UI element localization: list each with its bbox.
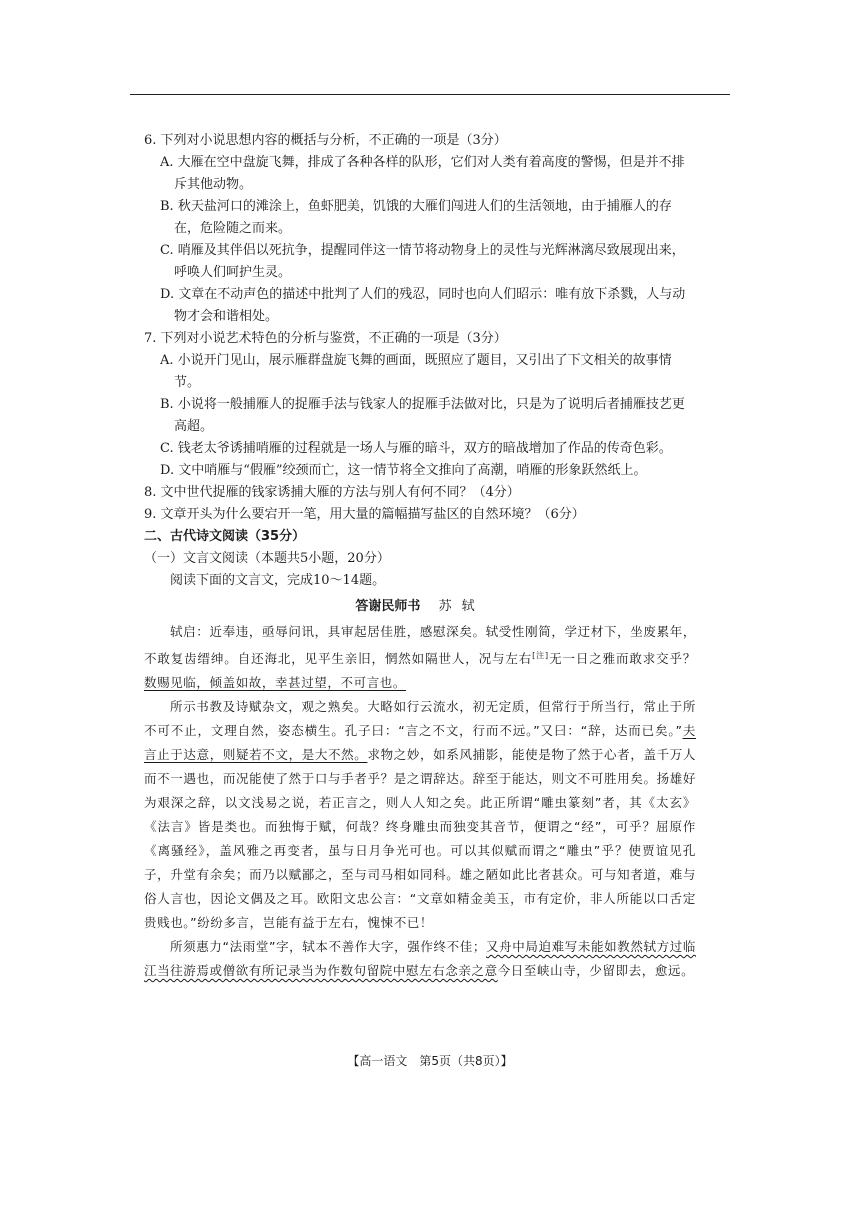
reading-instruction: 阅读下面的文言文，完成10～14题。 bbox=[170, 573, 386, 588]
para3-text: 所须惠力“法雨堂”字，轼本不善作大字，强作终不佳； bbox=[170, 939, 487, 955]
article-author: 苏轼 bbox=[438, 599, 485, 614]
question-7-stem: 7. 下列对小说艺术特色的分析与鉴赏，不正确的一项是（3分） bbox=[144, 331, 507, 346]
article-title: 答谢民师书 bbox=[355, 599, 421, 614]
underlined-sentence-2: 夫言止于达意，则疑若不文，是大不然。 bbox=[144, 723, 696, 763]
header-rule bbox=[130, 94, 730, 95]
passage-paragraph-3 bbox=[144, 935, 696, 983]
para2-text-2: 求物之妙，如系风捕影，能使是物了然于心者，盖千万人而不一遇也，而况能使了然于口与手者乎？是之谓辞达。辞至于能达，则文不可胜用矣。扬雄好为艰深之辞，以文浅易之说，若正言之，则人人知之矣。此正所谓“雕虫篆刻”者，其《太玄》《法言》皆是类也。而独悔于赋，何哉？终身雕虫而独变其音节，便谓之“经”，可乎？屈原作《离骚经》，盖风雅之再变者，虽与日月争光可也。可以其似赋而谓之“雕虫”乎？使贾谊见孔子，升堂有余矣；而乃以赋鄙之，至与司马相如同科。雄之陋如此比者甚众。可与知者道，难与俗人言也，因论文偶及之耳。欧阳文忠公言：“文章如精金美玉，市有定价，非人所能以口舌定贵贱也。”纷纷多言，岂能有益于左右，愧悚不已！ bbox=[144, 747, 696, 931]
question-6-option-c: C. 哨雁及其伴侣以死抗争，提醒同伴这一情节将动物身上的灵性与光辉淋漓尽致展现出来，呼唤人们呵护生灵。 bbox=[160, 243, 685, 280]
para1-text: 轼启：近奉违，亟辱问讯，具审起居佳胜，感慰深矣。轼受性刚简，学迂材下，坐废累年，不敢复齿缙绅。自还海北，见平生亲旧，惘然如隔世人，况与左右 bbox=[144, 624, 696, 667]
question-6-option-d: D. 文章在不动声色的描述中批判了人们的残忍，同时也向人们昭示：唯有放下杀戮，人与动物才会和谐相处。 bbox=[160, 287, 686, 324]
question-6-stem: 6. 下列对小说思想内容的概括与分析，不正确的一项是（3分） bbox=[144, 133, 507, 148]
para1-text-2: 无一日之雅而敢求交乎？ bbox=[548, 651, 697, 667]
page-footer: 【高一语文 第5页（共8页）】 bbox=[347, 1054, 513, 1068]
wavy-underlined-sentence: 又舟中局迫难写未能如教然轼方过临江当往游焉或僧欲有所记录当为作数句留院中慰左右念亲之意 bbox=[144, 939, 696, 979]
page-content bbox=[144, 130, 696, 983]
subsection-title: （一）文言文阅读（本题共5小题，20分） bbox=[144, 551, 390, 566]
question-7-option-a: A. 小说开门见山，展示雁群盘旋飞舞的画面，既照应了题目，又引出了下文相关的故事情节。 bbox=[160, 353, 672, 390]
passage-paragraph-2 bbox=[144, 695, 696, 935]
passage-paragraph-1 bbox=[144, 620, 696, 695]
question-6-option-b: B. 秋天盐河口的滩涂上，鱼虾肥美，饥饿的大雁们闯进人们的生活领地，由于捕雁人的存在，危险随之而来。 bbox=[160, 199, 672, 236]
question-7-option-d: D. 文中哨雁与“假雁”绞颈而亡，这一情节将全文推向了高潮，哨雁的形象跃然纸上。 bbox=[160, 463, 647, 478]
question-7-option-b: B. 小说将一般捕雁人的捉雁手法与钱家人的捉雁手法做对比，只是为了说明后者捕雁技艺更高超。 bbox=[160, 397, 685, 434]
annotation-marker: [注] bbox=[532, 651, 549, 660]
para3-text-2: 今日至峡山寺，少留即去，愈远。 bbox=[497, 963, 695, 979]
section-title: 二、古代诗文阅读（35分） bbox=[144, 529, 306, 544]
question-6-option-a: A. 大雁在空中盘旋飞舞，排成了各种各样的队形，它们对人类有着高度的警惕，但是并不排斥其他动物。 bbox=[160, 155, 685, 192]
underlined-sentence-1: 数赐见临，倾盖如故，幸甚过望，不可言也。 bbox=[144, 675, 407, 691]
question-8: 8. 文中世代捉雁的钱家诱捕大雁的方法与别人有何不同？（4分） bbox=[144, 485, 520, 500]
article-heading bbox=[144, 596, 696, 618]
para2-text: 所示书教及诗赋杂文，观之熟矣。大略如行云流水，初无定质，但常行于所当行，常止于所不可不止，文理自然，姿态横生。孔子曰：“言之不文，行而不远。”又曰：“辞，达而已矣。” bbox=[144, 699, 696, 739]
question-7-option-c: C. 钱老太爷诱捕哨雁的过程就是一场人与雁的暗斗，双方的暗战增加了作品的传奇色彩。 bbox=[160, 441, 672, 456]
question-9: 9. 文章开头为什么要宕开一笔，用大量的篇幅描写盐区的自然环境？（6分） bbox=[144, 507, 585, 522]
